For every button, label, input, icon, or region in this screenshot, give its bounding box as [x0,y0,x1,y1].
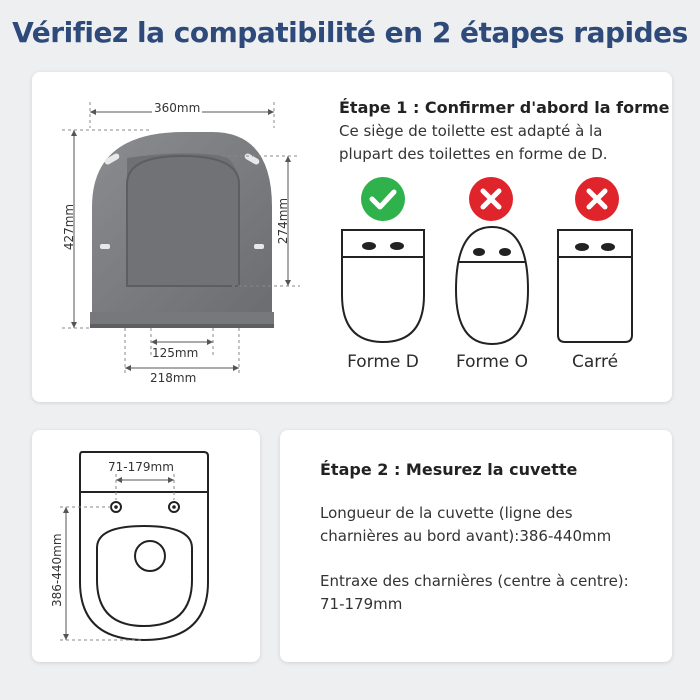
hinge-inner-label: 125mm [152,346,199,360]
shape-d-drawing [337,227,429,347]
seat-height-label: 427mm [62,203,76,251]
hinge-distance-text: Entraxe des charnières (centre à centre): 71-179mm [320,572,629,613]
shape-d-label: Forme D [347,352,419,372]
check-icon [358,174,408,224]
hinge-range-label: 71-179mm [108,460,174,474]
page-title: Vérifiez la compatibilité en 2 étapes rapides [12,16,688,49]
seat-inner-height-label: 274mm [276,197,290,245]
shape-o-drawing [452,224,532,349]
step1-card [32,72,672,402]
step1-description: Ce siège de toilette est adapté à la plupart des toilettes en forme de D. [339,122,608,163]
seat-width-label: 360mm [154,101,201,115]
cross-icon [572,174,622,224]
hinge-outer-label: 218mm [150,371,197,385]
step2-title: Étape 2 : Mesurez la cuvette [320,460,578,479]
bowl-length-text: Longueur de la cuvette (ligne des charnières au bord avant):386-440mm [320,504,612,545]
bowl-length-label: 386-440mm [50,533,64,607]
step1-title: Étape 1 : Confirmer d'abord la forme [339,98,670,117]
bowl-dimension-card [32,430,260,662]
shape-carre-drawing [554,227,636,347]
shape-carre-label: Carré [571,352,619,372]
cross-icon [466,174,516,224]
step2-card [280,430,672,662]
shape-o-label: Forme O [455,352,529,372]
